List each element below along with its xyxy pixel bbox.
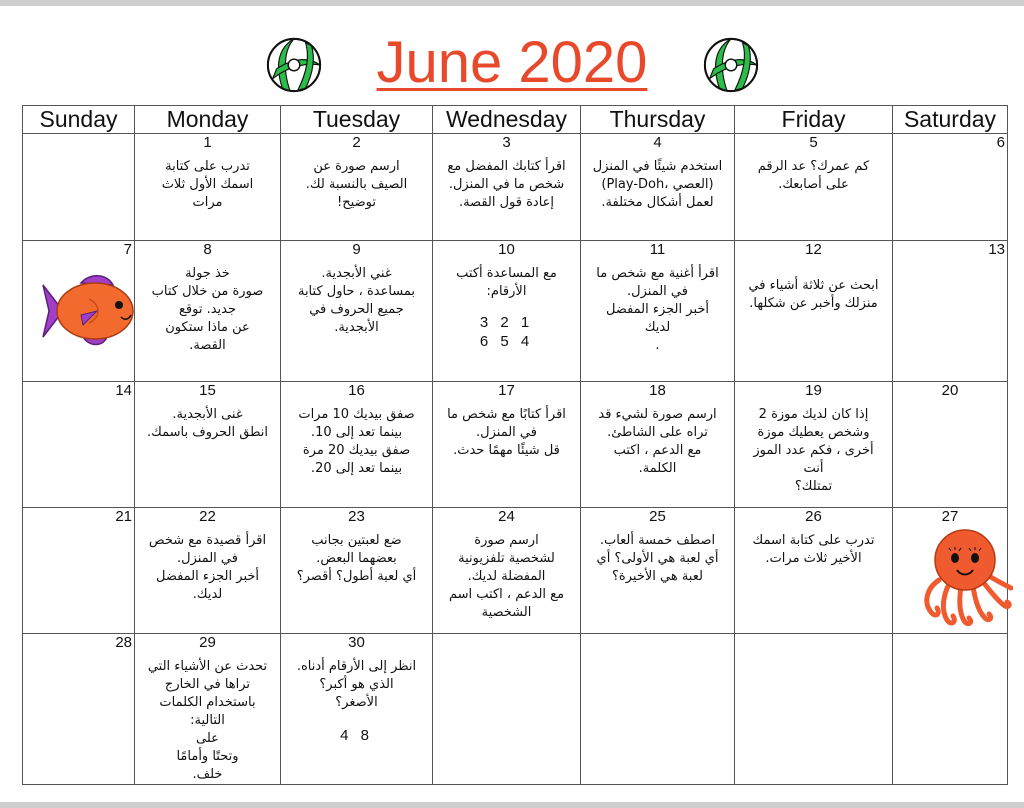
activity-text: استخدم شيئًا في المنزل (العصي ،Play-Doh) لعمل أشكال مختلفة. xyxy=(592,159,723,210)
day-number: 17 xyxy=(498,382,515,399)
day-number: 30 xyxy=(348,634,365,651)
day-number: 10 xyxy=(498,241,515,258)
day-cell xyxy=(281,134,433,241)
day-cell xyxy=(893,382,1008,508)
week-row xyxy=(23,382,1008,508)
fish-icon xyxy=(41,271,137,351)
weekday-header: Friday xyxy=(735,106,893,134)
day-number: 2 xyxy=(352,134,361,151)
day-number: 9 xyxy=(352,241,361,258)
activity-text: ضع لعبتين بجانب بعضهما البعض. أي لعبة أطول؟ أقصر؟ xyxy=(296,533,417,584)
day-cell-empty xyxy=(581,634,735,785)
day-cell xyxy=(23,241,135,382)
activity-text: اقرأ كتابك المفضل مع شخص ما في المنزل. إعادة قول القصة. xyxy=(447,159,566,210)
bottom-border xyxy=(0,802,1024,808)
day-cell xyxy=(893,241,1008,382)
day-cell xyxy=(135,508,281,634)
day-number: 24 xyxy=(498,508,515,525)
activity-text: كم عمرك؟ عد الرقم على أصابعك. xyxy=(757,159,870,192)
beach-ball-icon xyxy=(702,36,760,94)
activity-text: تحدث عن الأشياء التي تراها في الخارج باستخدام الكلمات التالية: على وتحتًا وأمامًا خلف. xyxy=(147,659,268,782)
day-cell xyxy=(581,508,735,634)
day-cell xyxy=(433,241,581,382)
day-number: 7 xyxy=(123,241,132,258)
day-number: 27 xyxy=(941,508,959,525)
day-cell-empty xyxy=(735,634,893,785)
day-cell xyxy=(893,134,1008,241)
weekday-header: Saturday xyxy=(893,106,1008,134)
page-title: June 2020 xyxy=(376,30,648,95)
weekday-header-row xyxy=(23,106,1008,134)
day-number: 19 xyxy=(805,382,822,399)
day-number: 15 xyxy=(199,382,216,399)
day-number: 20 xyxy=(941,382,959,399)
number-sequence: 6 5 4 xyxy=(479,333,534,350)
activity-text: ارسم صورة لشخصية تلفزيونية المفضلة لديك. مع الدعم ، اكتب اسم الشخصية xyxy=(448,533,565,620)
day-number: 13 xyxy=(988,241,1005,258)
day-number: 1 xyxy=(203,134,212,151)
activity-text: غني الأبجدية. بمساعدة ، حاول كتابة جميع الحروف في الأبجدية. xyxy=(297,266,416,335)
number-sequence: 4 8 xyxy=(340,727,373,744)
day-number: 29 xyxy=(199,634,216,651)
day-number: 6 xyxy=(996,134,1005,151)
day-cell-empty xyxy=(23,134,135,241)
day-number: 4 xyxy=(653,134,662,151)
day-number: 25 xyxy=(649,508,666,525)
day-cell xyxy=(135,634,281,785)
activity-text: تدرب على كتابة اسمك الأخير ثلاث مرات. xyxy=(752,533,875,566)
day-cell xyxy=(581,241,735,382)
activity-text: ابحث عن ثلاثة أشياء في منزلك وأخبر عن شكلها. xyxy=(748,278,879,311)
weekday-header: Thursday xyxy=(581,106,735,134)
day-cell xyxy=(433,508,581,634)
week-row xyxy=(23,134,1008,241)
day-number: 3 xyxy=(502,134,511,151)
weekday-header: Tuesday xyxy=(281,106,433,134)
day-number: 18 xyxy=(649,382,666,399)
day-cell xyxy=(281,634,433,785)
activity-text: إذا كان لديك موزة 2 وشخص يعطيك موزة أخرى ، فكم عدد الموز أنت تمتلك؟ xyxy=(753,407,874,494)
day-number: 11 xyxy=(649,241,666,258)
activity-text: تدرب على كتابة اسمك الأول ثلاث مرات xyxy=(161,159,254,210)
day-cell xyxy=(281,382,433,508)
day-cell xyxy=(135,382,281,508)
day-number: 28 xyxy=(115,634,132,651)
day-cell xyxy=(433,134,581,241)
day-cell xyxy=(23,634,135,785)
weekday-header: Monday xyxy=(135,106,281,134)
day-cell xyxy=(433,382,581,508)
activity-text: اقرأ أغنية مع شخص ما في المنزل. أخبر الجزء المفضل لديك . xyxy=(596,266,719,353)
day-cell xyxy=(581,134,735,241)
week-row xyxy=(23,634,1008,785)
day-number: 5 xyxy=(809,134,818,151)
number-sequence: 3 2 1 xyxy=(479,314,534,331)
day-number: 14 xyxy=(115,382,132,399)
week-row xyxy=(23,241,1008,382)
day-cell xyxy=(893,508,1008,634)
day-number: 23 xyxy=(348,508,365,525)
day-cell xyxy=(735,241,893,382)
octopus-icon xyxy=(917,522,1013,628)
activity-text: اصطف خمسة ألعاب. أي لعبة هي الأولى؟ أي لعبة هي الأخيرة؟ xyxy=(596,533,719,584)
day-cell xyxy=(735,134,893,241)
weekday-header: Sunday xyxy=(23,106,135,134)
activity-text: اقرأ قصيدة مع شخص في المنزل. أخبر الجزء المفضل لديك. xyxy=(148,533,267,602)
activity-text: مع المساعدة أكتب الأرقام: xyxy=(456,266,557,299)
day-number: 8 xyxy=(203,241,212,258)
day-cell xyxy=(735,508,893,634)
day-cell-empty xyxy=(893,634,1008,785)
day-number: 21 xyxy=(115,508,132,525)
day-cell xyxy=(581,382,735,508)
activity-text: اقرأ كتابًا مع شخص ما في المنزل. قل شيئًا مهمًا حدث. xyxy=(447,407,566,458)
activity-text: ارسم صورة لشيء قد تراه على الشاطئ. مع الدعم ، اكتب الكلمة. xyxy=(598,407,717,476)
day-cell xyxy=(23,508,135,634)
calendar-grid xyxy=(22,105,1008,785)
activity-text: خذ جولة صورة من خلال كتاب جديد. توقع عن ماذا ستكون القصة. xyxy=(151,266,264,353)
day-cell-empty xyxy=(433,634,581,785)
week-row xyxy=(23,508,1008,634)
day-number: 26 xyxy=(805,508,822,525)
day-cell xyxy=(23,382,135,508)
day-number: 22 xyxy=(199,508,216,525)
activity-text: ارسم صورة عن الصيف بالنسبة لك. توضيح! xyxy=(305,159,408,210)
activity-text: صفق بيديك 10 مرات بينما تعد إلى 10. صفق بيديك 20 مرة بينما تعد إلى 20. xyxy=(298,407,415,476)
activity-text: انظر إلى الأرقام أدناه. الذي هو أكبر؟ الأصغر؟ xyxy=(296,659,417,710)
day-cell xyxy=(135,241,281,382)
day-cell xyxy=(135,134,281,241)
day-cell xyxy=(735,382,893,508)
top-border xyxy=(0,0,1024,6)
day-cell xyxy=(281,508,433,634)
day-cell xyxy=(281,241,433,382)
day-number: 16 xyxy=(348,382,365,399)
activity-text: غنى الأبجدية. انطق الحروف باسمك. xyxy=(147,407,268,440)
day-number: 12 xyxy=(805,241,822,258)
weekday-header: Wednesday xyxy=(433,106,581,134)
